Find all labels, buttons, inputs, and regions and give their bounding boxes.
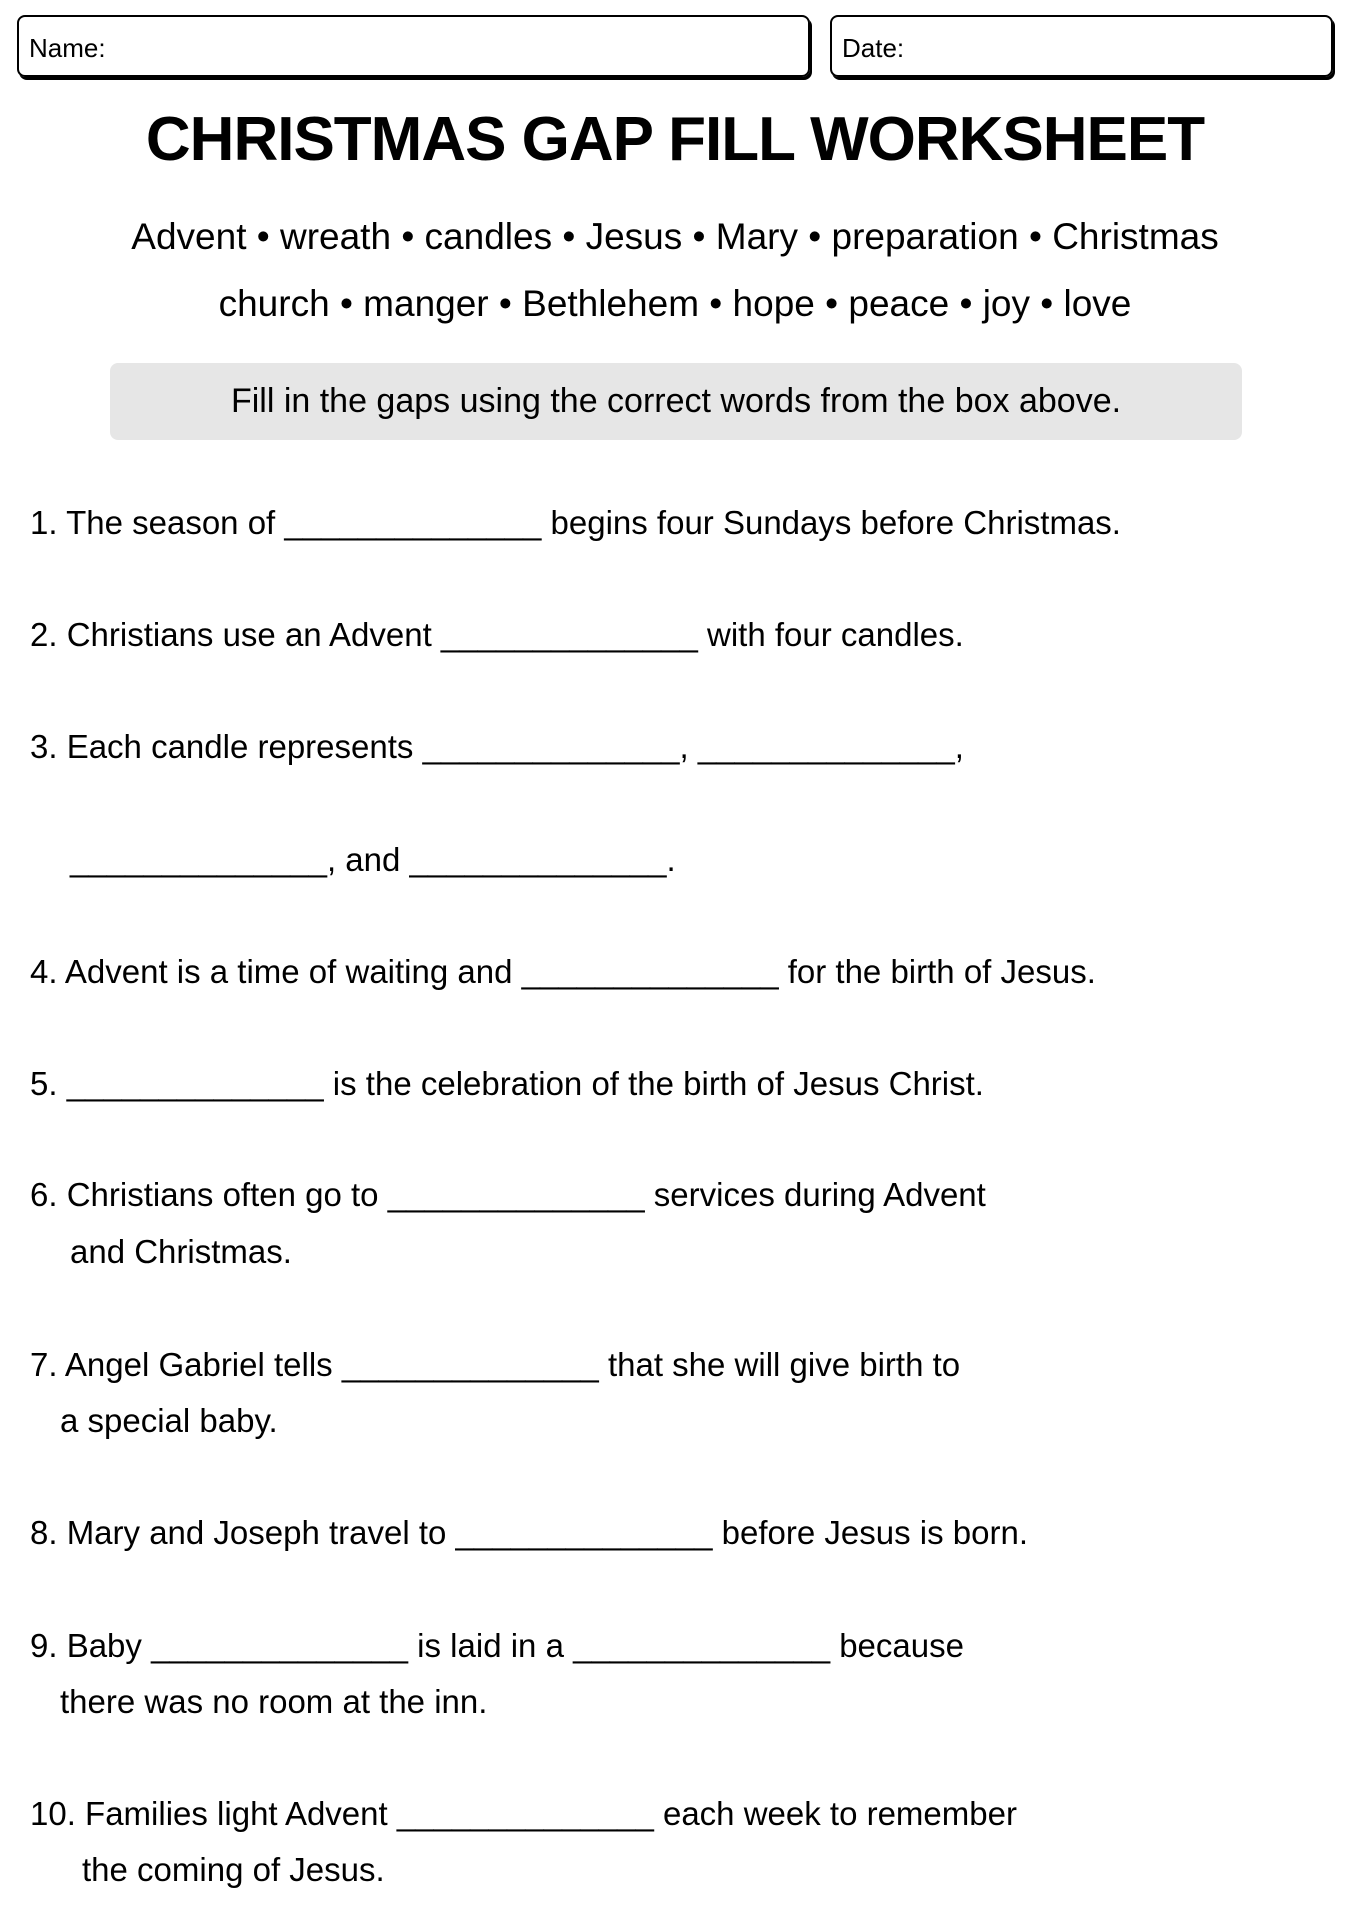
question-9-continued: there was no room at the inn. (60, 1683, 488, 1720)
instruction-box: Fill in the gaps using the correct words from the box above. (110, 363, 1242, 440)
question-9: 9. Baby ______________ is laid in a ______________ because (30, 1627, 964, 1664)
name-label: Name: (29, 33, 106, 63)
name-field[interactable] (17, 15, 810, 77)
question-3-continued: ______________, and ______________. (70, 841, 676, 878)
question-10-continued: the coming of Jesus. (82, 1851, 385, 1888)
question-6: 6. Christians often go to ______________ services during Advent (30, 1176, 986, 1213)
question-1: 1. The season of ______________ begins four Sundays before Christmas. (30, 504, 1121, 541)
date-label: Date: (842, 33, 905, 63)
question-8: 8. Mary and Joseph travel to ______________ before Jesus is born. (30, 1514, 1028, 1551)
word-bank-line-2: church • manger • Bethlehem • hope • peace • joy • love (218, 283, 1132, 324)
question-6-continued: and Christmas. (70, 1233, 292, 1270)
word-bank-line-1: Advent • wreath • candles • Jesus • Mary • preparation • Christmas (131, 216, 1219, 257)
date-field[interactable] (830, 15, 1333, 77)
question-7-continued: a special baby. (60, 1402, 278, 1439)
question-3: 3. Each candle represents ______________, ______________, (30, 728, 964, 765)
question-2: 2. Christians use an Advent ______________ with four candles. (30, 616, 964, 653)
question-7: 7. Angel Gabriel tells ______________ that she will give birth to (30, 1346, 961, 1383)
question-10: 10. Families light Advent ______________ each week to remember (30, 1795, 1017, 1832)
worksheet-title: CHRISTMAS GAP FILL WORKSHEET (145, 105, 1205, 174)
question-5: 5. ______________ is the celebration of the birth of Jesus Christ. (30, 1065, 984, 1102)
question-4: 4. Advent is a time of waiting and ______________ for the birth of Jesus. (30, 953, 1096, 990)
